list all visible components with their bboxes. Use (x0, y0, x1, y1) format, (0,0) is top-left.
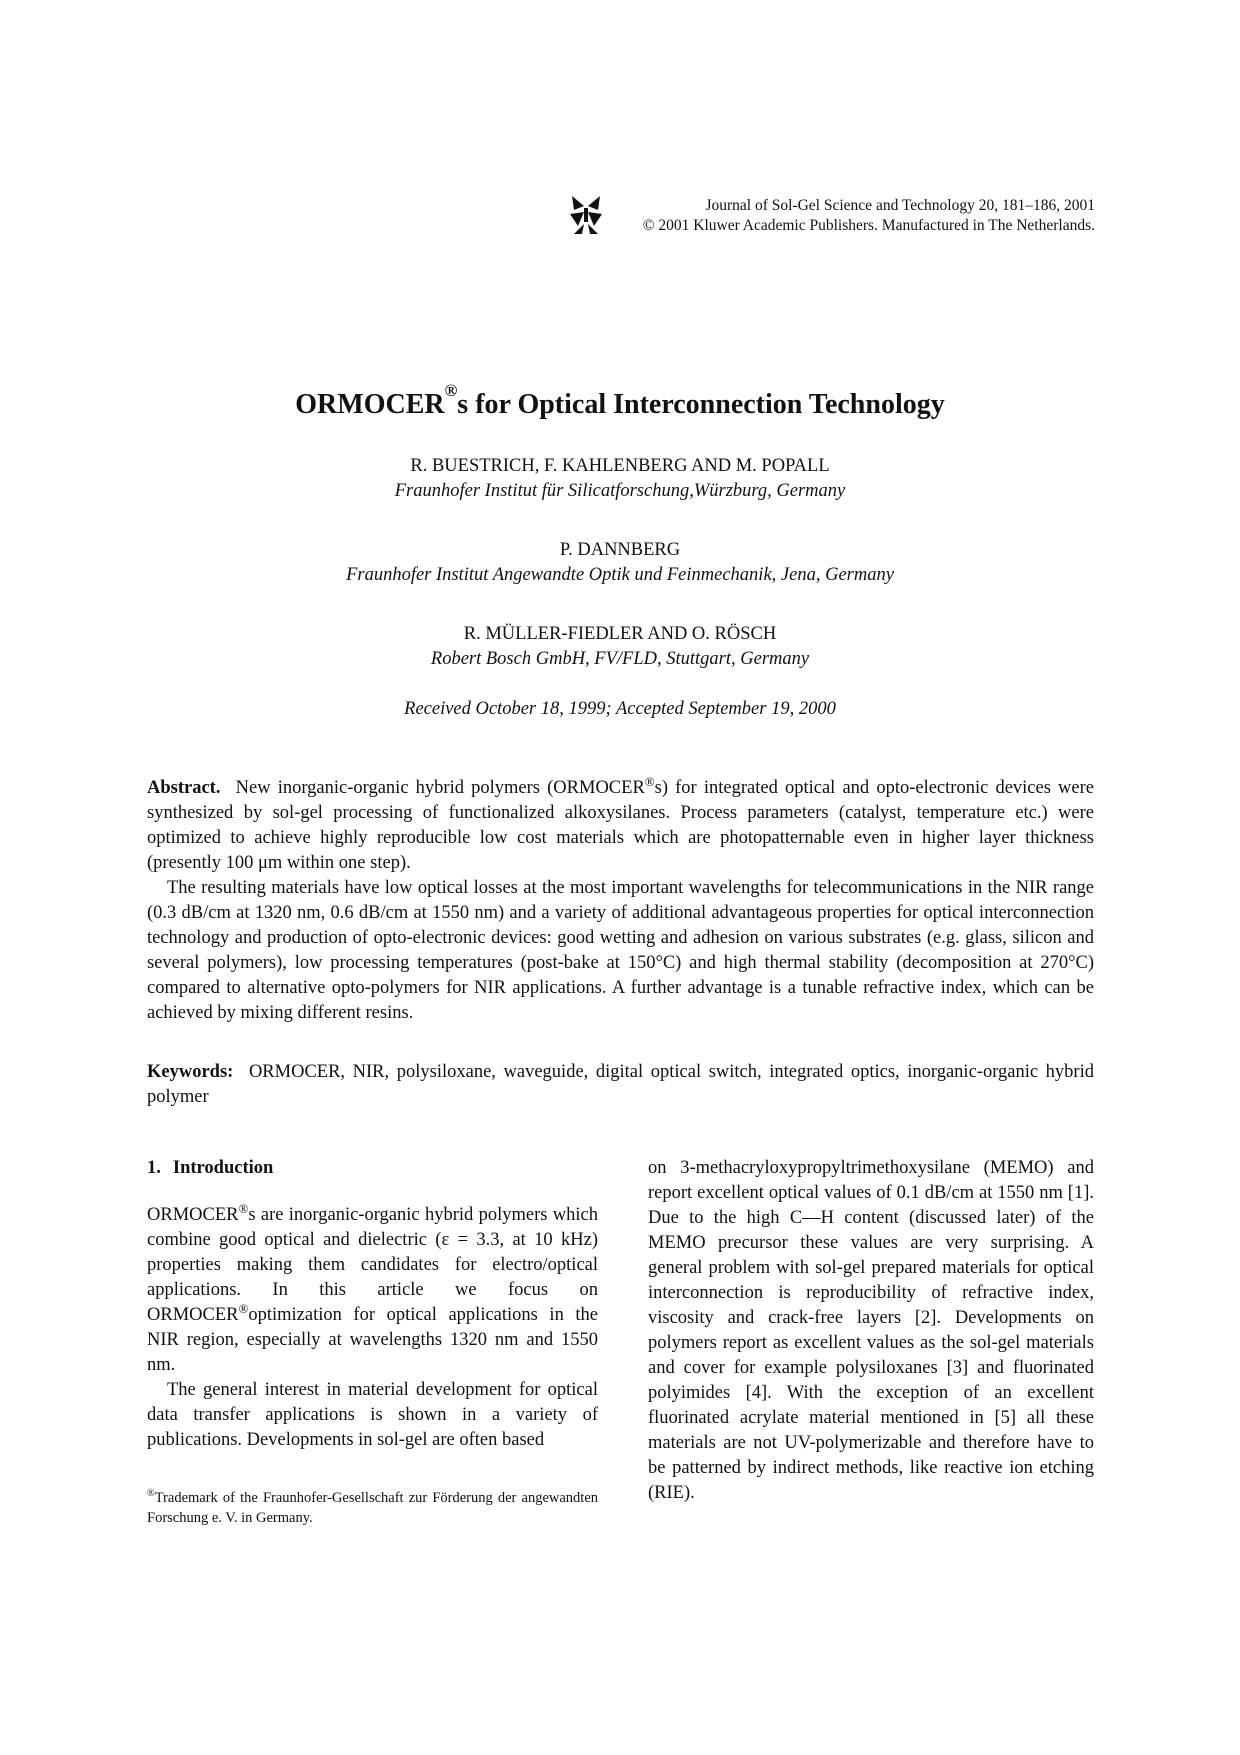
journal-citation (643, 196, 1095, 236)
section-title: Introduction (172, 1158, 274, 1178)
intro-paragraph-continued: on 3-methacryloxypropyltrimethoxysilane (MEMO) and report excellent optical values of 0.1 dB/cm at 1550 nm [1]. Due to the high C—H content (discussed later) of the MEMO precursor these values are very surprising. A general problem with sol-gel prepared materials for optical interconnection is reproducibility of refractive index, viscosity and crack-free layers [2]. Developments on polymers report as excellent values as the sol-gel materials and cover for example polysiloxanes [3] and fluorinated polyimides [4]. With the exception of an excellent fluorinated acrylate material mentioned in [5] all these materials are not UV-polymerizable and therefore have to be patterned by indirect methods, like reactive ion etching (RIE). (648, 1158, 1094, 1503)
abstract-paragraph-2: The resulting materials have low optical losses at the most important wavelengths for telecommunications in the NIR range (0.3 dB/cm at 1320 nm, 0.6 dB/cm at 1550 nm) and a variety of additional advantageous properties for optical interconnection technology and production of opto-electronic devices: good wetting and adhesion on various substrates (e.g. glass, silicon and several polymers), low processing temperatures (post-bake at 150°C) and high thermal stability (decomposition at 270°C) compared to alternative opto-polymers for NIR applications. A further advantage is a tunable refractive index, which can be achieved by mixing different resins. (147, 878, 1094, 1023)
footnote (147, 1488, 598, 1528)
footnote-registered-mark: ® (147, 1488, 155, 1500)
section-number: 1. (147, 1158, 161, 1178)
keywords-label: Keywords: (147, 1062, 234, 1082)
right-column (648, 1156, 1094, 1506)
registered-mark: ® (644, 773, 655, 789)
journal-line-1: Journal of Sol-Gel Science and Technology 20, 181–186, 2001 (705, 197, 1095, 214)
journal-line-2: © 2001 Kluwer Academic Publishers. Manufactured in The Netherlands. (642, 217, 1095, 234)
intro-text-1c: optimization for optical applications in the NIR region, especially at wavelengths 1320 nm and 1550 nm. (147, 1305, 598, 1375)
affiliation-1: Fraunhofer Institut für Silicatforschung,Würzburg, Germany (394, 481, 846, 501)
paper-title (0, 381, 1240, 424)
intro-paragraph-1 (147, 1200, 598, 1378)
affiliation-2: Fraunhofer Institut Angewandte Optik und Feinmechanik, Jena, Germany (346, 565, 894, 585)
section-heading-introduction (147, 1156, 598, 1181)
keywords (147, 1060, 1094, 1110)
footnote-text: Trademark of the Fraunhofer-Gesellschaft zur Förderung der angewandten Forschung e. V. in Germany. (147, 1490, 598, 1526)
abstract (147, 773, 1095, 1026)
intro-text-1a: ORMOCER (147, 1205, 239, 1225)
title-rest: s for Optical Interconnection Technology (457, 389, 945, 420)
author-group-2 (0, 538, 1240, 588)
author-group-3 (0, 622, 1240, 672)
title-registered-mark: ® (444, 381, 458, 400)
keywords-text: ORMOCER, NIR, polysiloxane, waveguide, digital optical switch, integrated optics, inorganic-organic hybrid polymer (147, 1062, 1094, 1107)
journal-header (568, 192, 1095, 238)
abstract-text-1a: New inorganic-organic hybrid polymers (ORMOCER (235, 778, 645, 798)
registered-mark: ® (238, 1300, 249, 1316)
intro-text-1b: s are inorganic-organic hybrid polymers which combine good optical and dielectric (ε = 3.3, at 10 kHz) properties making them candidates for electro/optical applications. In this article we focus on ORMOCER (147, 1205, 598, 1325)
affiliation-3: Robert Bosch GmbH, FV/FLD, Stuttgart, Germany (430, 649, 810, 669)
left-column (147, 1156, 598, 1453)
abstract-label: Abstract. (147, 778, 221, 798)
publisher-logo-icon (568, 192, 604, 236)
intro-paragraph-2: The general interest in material development for optical data transfer applications is shown in a variety of publications. Developments in sol-gel are often based (147, 1380, 598, 1450)
authors-3: R. MÜLLER-FIEDLER AND O. RÖSCH (463, 624, 777, 644)
abstract-paragraph-1 (147, 773, 1095, 876)
authors-1: R. BUESTRICH, F. KAHLENBERG AND M. POPALL (410, 456, 830, 476)
authors-2: P. DANNBERG (559, 540, 681, 560)
title-main: ORMOCER (295, 389, 445, 420)
registered-mark: ® (238, 1200, 249, 1216)
abstract-text-1b: s) for integrated optical and opto-electronic devices were synthesized by sol-gel processing of functionalized alkoxysilanes. Process parameters (catalyst, temperature etc.) were optimized to achieve highly reproducible low cost materials which are photopatternable even in higher layer thickness (presently 100 μm within one step). (147, 778, 1095, 873)
received-date: Received October 18, 1999; Accepted September 19, 2000 (404, 699, 836, 719)
author-group-1 (0, 454, 1240, 504)
